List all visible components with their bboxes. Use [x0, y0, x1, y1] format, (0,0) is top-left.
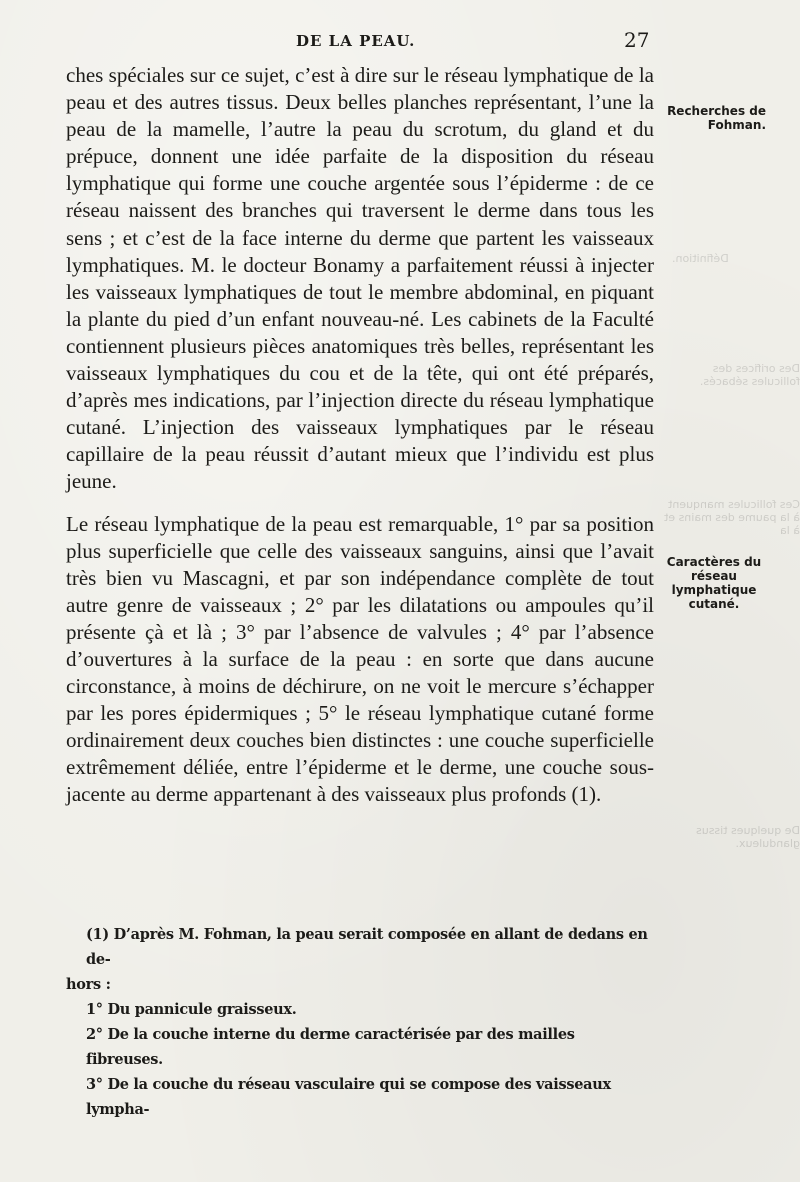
footnote-line-2: hors :	[66, 976, 111, 993]
main-text-block	[66, 62, 654, 809]
page-number: 27	[624, 28, 650, 52]
show-through-text: Des orifices des follicules sébacés.	[699, 362, 800, 388]
paragraph-1: ches spéciales sur ce sujet, c’est à dire sur le réseau lymphatique de la peau et des autres tissus. Deux belles planches représentant, l’une la peau de la mamelle, l’autre la peau du scrotum, du gland et du prépuce, donnent une idée parfaite de la disposition du réseau lymphatique qui forme une couche argentée sous l’épiderme : de ce réseau naissent des branches qui traversent le derme dans tous les sens ; et c’est de la face interne du derme que partent les vaisseaux lymphatiques. M. le docteur Bonamy a parfaitement réussi à injecter les vaisseaux lymphatiques de tout le membre abdominal, en piquant la plante du pied d’un enfant nouveau-né. Les cabinets de la Faculté contiennent plusieurs pièces anatomiques très belles, représentant les vaisseaux lymphatiques du cou et de la tête, qui ont été préparés, d’après mes indications, par l’injection directe du réseau lymphatique cutané. L’injection des vaisseaux lymphatiques par le réseau capillaire de la peau réussit d’autant mieux que l’individu est plus jeune.	[66, 63, 654, 494]
paragraph-2: Le réseau lymphatique de la peau est remarquable, 1° par sa position plus superficielle que celle des vaisseaux sanguins, ainsi que l’avait très bien vu Mascagni, et par son indépendance complète de tout autre genre de vaisseaux ; 2° par les dilatations ou ampoules qu’il présente çà et là ; 3° par l’absence de valvules ; 4° par l’absence d’ouvertures à la surface de la peau : en sorte que dans aucune circonstance, à moins de déchirure, on ne voit le mercure s’échapper par les pores épidermiques ; 5° le réseau lymphatique cutané forme ordinairement deux couches bien distinctes : une couche superficielle extrêmement déliée, entre l’épiderme et le derme, une couche sous-jacente au derme appartenant à des vaisseaux plus profonds (1).	[66, 511, 654, 807]
running-title: DE LA PEAU.	[296, 32, 416, 50]
footnote-item-3: 3° De la couche du réseau vasculaire qui se compose des vaisseaux lympha-	[86, 1076, 611, 1118]
footnote-item-2: 2° De la couche interne du derme caractérisée par des mailles fibreuses.	[86, 1026, 575, 1068]
footnote-line-1: (1) D’après M. Fohman, la peau serait composée en allant de dedans en de-	[86, 926, 648, 968]
paragraph-gap	[66, 496, 654, 511]
show-through-text: Ces follicules manquent à la paume des mains et à la	[664, 498, 800, 537]
footnote-item-1: 1° Du pannicule graisseux.	[86, 1001, 297, 1018]
margin-note-fohman: Recherches de Fohman.	[667, 104, 766, 132]
margin-note-caracteres: Caractères du réseau lymphatique cutané.	[666, 555, 762, 611]
footnotes	[66, 922, 654, 1122]
show-through-text: De quelques tissus glanduleux.	[696, 824, 800, 850]
show-through-text: Définition.	[672, 252, 729, 265]
